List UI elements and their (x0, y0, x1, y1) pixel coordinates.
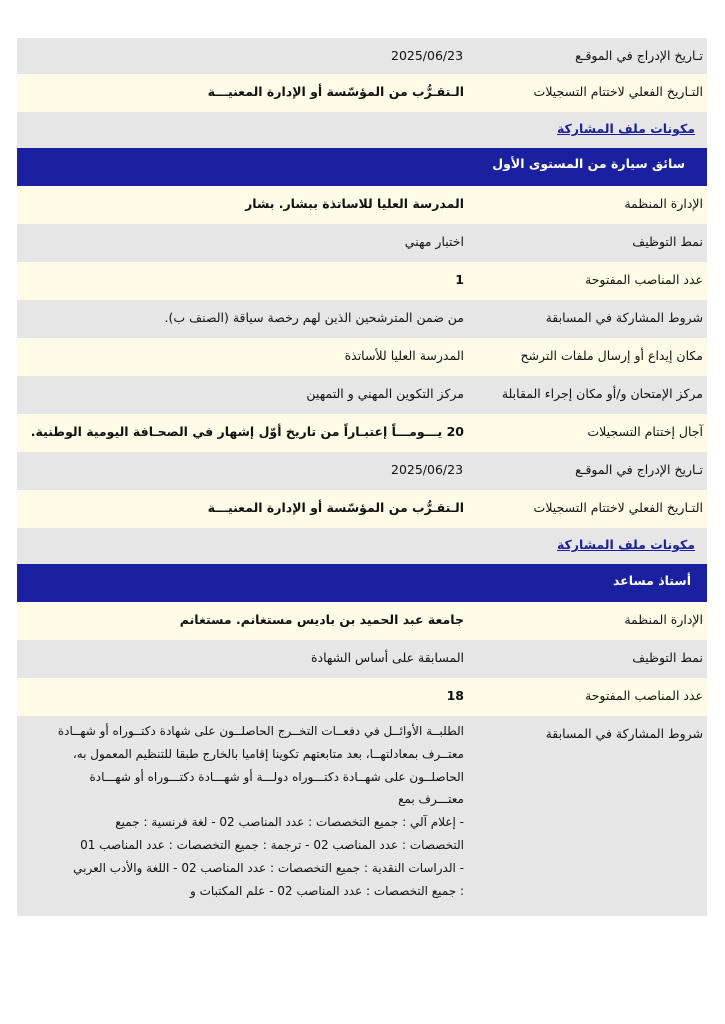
row-label: نمط التوظيف (632, 650, 703, 665)
job-title: سائق سيارة من المستوى الأول (492, 156, 685, 171)
row-participation-conditions (17, 300, 707, 338)
participation-file-link[interactable]: مكونات ملف المشاركة (556, 121, 695, 136)
job-title-band (17, 564, 707, 602)
row-recruitment-type (17, 640, 707, 678)
row-label: مركز الإمتحان و/أو مكان إجراء المقابلة (501, 386, 703, 401)
participation-file-link[interactable]: مكونات ملف المشاركة (556, 537, 695, 552)
row-label: عدد المناصب المفتوحة (585, 688, 703, 703)
row-value: جامعة عبد الحميد بن باديس مستغانم. مستغانم (179, 612, 464, 627)
row-value: المدرسة العليا للأساتذة (344, 348, 464, 363)
conditions-line: الطلبــة الأوائــل في دفعــات التخــرج الحاصلــون على شهادة دكتــوراه أو شهــادة (57, 724, 464, 738)
row-value: مركز التكوين المهني و التمهين (17, 376, 470, 414)
row-value: المسابقة على أساس الشهادة (17, 640, 470, 678)
conditions-line: التخصصات : عدد المناصب 02 - ترجمة : جميع التخصصات : عدد المناصب 01 (80, 837, 464, 852)
row-label: الإدارة المنظمة (624, 612, 703, 627)
job-listing-document (17, 38, 707, 916)
participation-file-section (17, 528, 707, 564)
row-open-positions (17, 262, 707, 300)
row-value: الـتقـرُّب من المؤسّسة أو الإدارة المعنيـــة (207, 84, 464, 99)
row-submission-place (17, 338, 707, 376)
row-actual-closing-date (17, 74, 707, 112)
row-posting-date (17, 452, 707, 490)
row-label: شروط المشاركة في المسابقة (545, 726, 703, 741)
row-label: شروط المشاركة في المسابقة (545, 310, 703, 325)
row-exam-center (17, 376, 707, 414)
row-label: التـاريخ الفعلي لاختتام التسجيلات (533, 84, 703, 99)
row-label: الإدارة المنظمة (624, 196, 703, 211)
conditions-line: - إعلام آلي : جميع التخصصات : عدد المناصب 02 - لغة فرنسية : جميع (115, 815, 464, 830)
row-participation-conditions (17, 716, 707, 916)
conditions-line: - الدراسات النقدية : جميع التخصصات : عدد المناصب 02 - اللغة والأدب العربي (73, 860, 464, 875)
row-value: اختبار مهني (17, 224, 470, 262)
row-label: تـاريخ الإدراج في الموقـع (575, 48, 703, 63)
row-organizing-administration (17, 186, 707, 224)
row-posting-date (17, 38, 707, 74)
conditions-line: الحاصلــون على شهــادة دكتـــوراه دولـــة أو شهـــادة دكتـــوراه أو شهـــادة (89, 769, 464, 784)
row-label: نمط التوظيف (632, 234, 703, 249)
row-label: آجال إختتام التسجيلات (587, 424, 703, 439)
row-value: 2025/06/23 (17, 452, 470, 490)
row-actual-closing-date (17, 490, 707, 528)
row-label: عدد المناصب المفتوحة (585, 272, 703, 287)
row-registration-deadline (17, 414, 707, 452)
row-open-positions (17, 678, 707, 716)
row-value: 2025/06/23 (17, 38, 470, 74)
row-recruitment-type (17, 224, 707, 262)
row-value: 18 (446, 688, 464, 703)
row-label: تـاريخ الإدراج في الموقـع (575, 462, 703, 477)
row-label: مكان إيداع أو إرسال ملفات الترشح (520, 348, 703, 363)
row-value: المدرسة العليا للاساتذة ببشار. بشار (245, 196, 464, 211)
conditions-text (17, 716, 470, 916)
row-value: 20 يـــومـــاً إعتبـاراً من تاريخ أوّل إشهار في الصحـافة اليومية الوطنية. (30, 424, 464, 439)
row-label: التـاريخ الفعلي لاختتام التسجيلات (533, 500, 703, 515)
conditions-line: معتـــرف بمع (398, 792, 464, 807)
job-title-band (17, 148, 707, 186)
row-organizing-administration (17, 602, 707, 640)
row-value: من ضمن المترشحين الذين لهم رخصة سياقة (الصنف ب). (17, 300, 470, 338)
job-title: أستاذ مساعد (612, 573, 691, 588)
row-value: 1 (455, 272, 464, 287)
row-value: الـتقـرُّب من المؤسّسة أو الإدارة المعنيـــة (207, 500, 464, 515)
conditions-line: : جميع التخصصات : عدد المناصب 02 - علم المكتبات و (190, 883, 464, 898)
participation-file-section (17, 112, 707, 148)
conditions-line: معتــرف بمعادلتهــا، بعد متابعتهم تكوينا إقاميا بالخارج طبقا للتنظيم المعمول به، (72, 746, 464, 761)
